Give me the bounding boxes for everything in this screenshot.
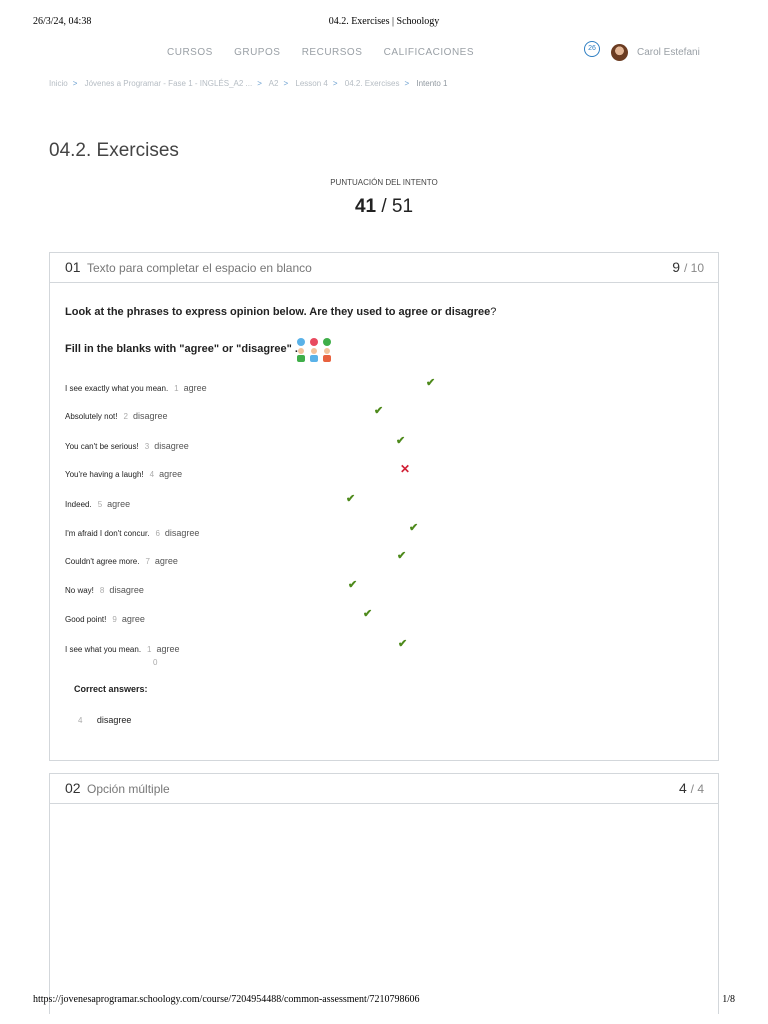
correct-check-icon: ✔: [363, 608, 373, 620]
blank-number: 5: [97, 500, 103, 509]
phrase: I see exactly what you mean.: [65, 384, 169, 393]
list-item: [65, 406, 167, 420]
page-title: 04.2. Exercises: [49, 139, 179, 161]
blank-number: 1: [147, 645, 152, 654]
question-score: [679, 780, 704, 796]
answer-field[interactable]: agree: [107, 499, 131, 509]
nav-grupos[interactable]: GRUPOS: [234, 47, 281, 58]
avatar[interactable]: [611, 44, 628, 61]
correct-check-icon: ✔: [397, 550, 407, 562]
print-url: https://jovenesaprogramar.schoology.com/course/7204954488/common-assessment/7210798606: [33, 994, 420, 1005]
list-item: [65, 464, 182, 478]
nav-cursos[interactable]: CURSOS: [167, 47, 213, 58]
list-item: [65, 639, 180, 653]
phrase: Absolutely not!: [65, 412, 118, 421]
correct-answer-blank: 4: [78, 716, 83, 725]
attempt-score-total: / 51: [381, 196, 414, 217]
question-score: [672, 259, 704, 275]
correct-check-icon: ✔: [396, 435, 406, 447]
answer-field[interactable]: disagree: [154, 441, 189, 451]
list-item: [65, 580, 144, 594]
correct-check-icon: ✔: [348, 579, 358, 591]
list-item: [65, 609, 145, 623]
question-score-value: 9: [672, 259, 681, 275]
nav-calificaciones[interactable]: CALIFICACIONES: [383, 47, 475, 58]
question-type: Opción múltiple: [87, 782, 170, 796]
breadcrumb-lesson[interactable]: Lesson 4: [295, 79, 328, 88]
attempt-score-value: 41: [354, 196, 377, 217]
answer-field[interactable]: agree: [121, 614, 145, 624]
phrase: I'm afraid I don't concur.: [65, 529, 150, 538]
blank-number: 2: [123, 412, 128, 421]
question-1-header: [50, 253, 718, 283]
answer-field[interactable]: agree: [154, 556, 178, 566]
answer-field[interactable]: agree: [159, 469, 183, 479]
blank-number: 7: [145, 557, 150, 566]
agree-disagree-people-icon: [295, 337, 333, 363]
question-score-value: 4: [678, 780, 687, 796]
instruction-1: [65, 306, 496, 318]
blank-number: 1: [174, 384, 179, 393]
instruction-1-end: ?: [490, 306, 497, 318]
print-page-number: 1/8: [722, 994, 735, 1005]
attempt-score-label: PUNTUACIÓN DEL INTENTO: [330, 178, 438, 187]
attempt-score: [0, 196, 768, 218]
correct-check-icon: ✔: [409, 522, 419, 534]
correct-check-icon: ✔: [398, 638, 408, 650]
correct-answers-title: Correct answers:: [74, 684, 148, 694]
breadcrumb-course[interactable]: Jóvenes a Programar - Fase 1 - INGLÉS_A2 ...: [84, 79, 253, 88]
question-score-total: / 10: [683, 261, 704, 275]
user-name[interactable]: Carol Estefani: [637, 47, 700, 58]
list-item: [65, 494, 130, 508]
breadcrumb-inicio[interactable]: Inicio: [49, 79, 68, 88]
print-date: 26/3/24, 04:38: [33, 16, 92, 27]
print-header: [33, 16, 735, 30]
correct-answer-item: [78, 710, 131, 728]
print-title: 04.2. Exercises | Schoology: [328, 16, 440, 27]
breadcrumb-exercises[interactable]: 04.2. Exercises: [344, 79, 400, 88]
question-2-header: [50, 774, 718, 804]
incorrect-x-icon: ✕: [400, 462, 411, 476]
breadcrumb-current: Intento 1: [416, 79, 448, 88]
answer-field[interactable]: disagree: [132, 411, 168, 421]
breadcrumb-level[interactable]: A2: [268, 79, 279, 88]
blank-number-tail: 0: [153, 658, 158, 667]
answer-field[interactable]: agree: [156, 644, 180, 654]
phrase: You can't be serious!: [65, 442, 139, 451]
list-item: [65, 436, 189, 450]
blank-number: 9: [112, 615, 117, 624]
phrase: Good point!: [65, 615, 107, 624]
answer-field[interactable]: disagree: [109, 585, 144, 595]
correct-check-icon: ✔: [426, 377, 436, 389]
question-1-card: [49, 252, 719, 761]
instruction-2: Fill in the blanks with "agree" or "disagree" .: [65, 343, 298, 355]
blank-number: 6: [155, 529, 160, 538]
blank-number: 3: [144, 442, 150, 451]
question-2-card: [49, 773, 719, 1014]
correct-check-icon: ✔: [374, 405, 384, 417]
notifications-badge[interactable]: 26: [584, 41, 600, 57]
blank-number: 8: [99, 586, 105, 595]
phrase: No way!: [65, 586, 94, 595]
phrase: Couldn't agree more.: [65, 557, 140, 566]
instruction-1-text: Look at the phrases to express opinion below. Are they used to agree or disagree: [65, 306, 491, 318]
question-number: 02: [65, 780, 81, 796]
answer-field[interactable]: agree: [183, 383, 207, 393]
correct-answer-value: disagree: [96, 715, 132, 725]
correct-check-icon: ✔: [346, 493, 356, 505]
nav-recursos[interactable]: RECURSOS: [301, 47, 363, 58]
list-item: [65, 523, 199, 537]
phrase: You're having a laugh!: [65, 470, 144, 479]
question-type: Texto para completar el espacio en blanco: [87, 261, 312, 275]
list-item: [65, 378, 207, 392]
blank-number: 4: [149, 470, 155, 479]
list-item: [65, 551, 178, 565]
print-footer: [33, 994, 735, 1008]
breadcrumb: Inicio > Jóvenes a Programar - Fase 1 - INGLÉS_A2 ... > A2 > Lesson 4 > 04.2. Exercises > Intento 1: [49, 79, 448, 88]
phrase: Indeed.: [65, 500, 92, 509]
answer-field[interactable]: disagree: [164, 528, 200, 538]
question-score-total: / 4: [690, 782, 704, 796]
phrase: I see what you mean.: [65, 645, 142, 654]
question-number: 01: [65, 259, 81, 275]
